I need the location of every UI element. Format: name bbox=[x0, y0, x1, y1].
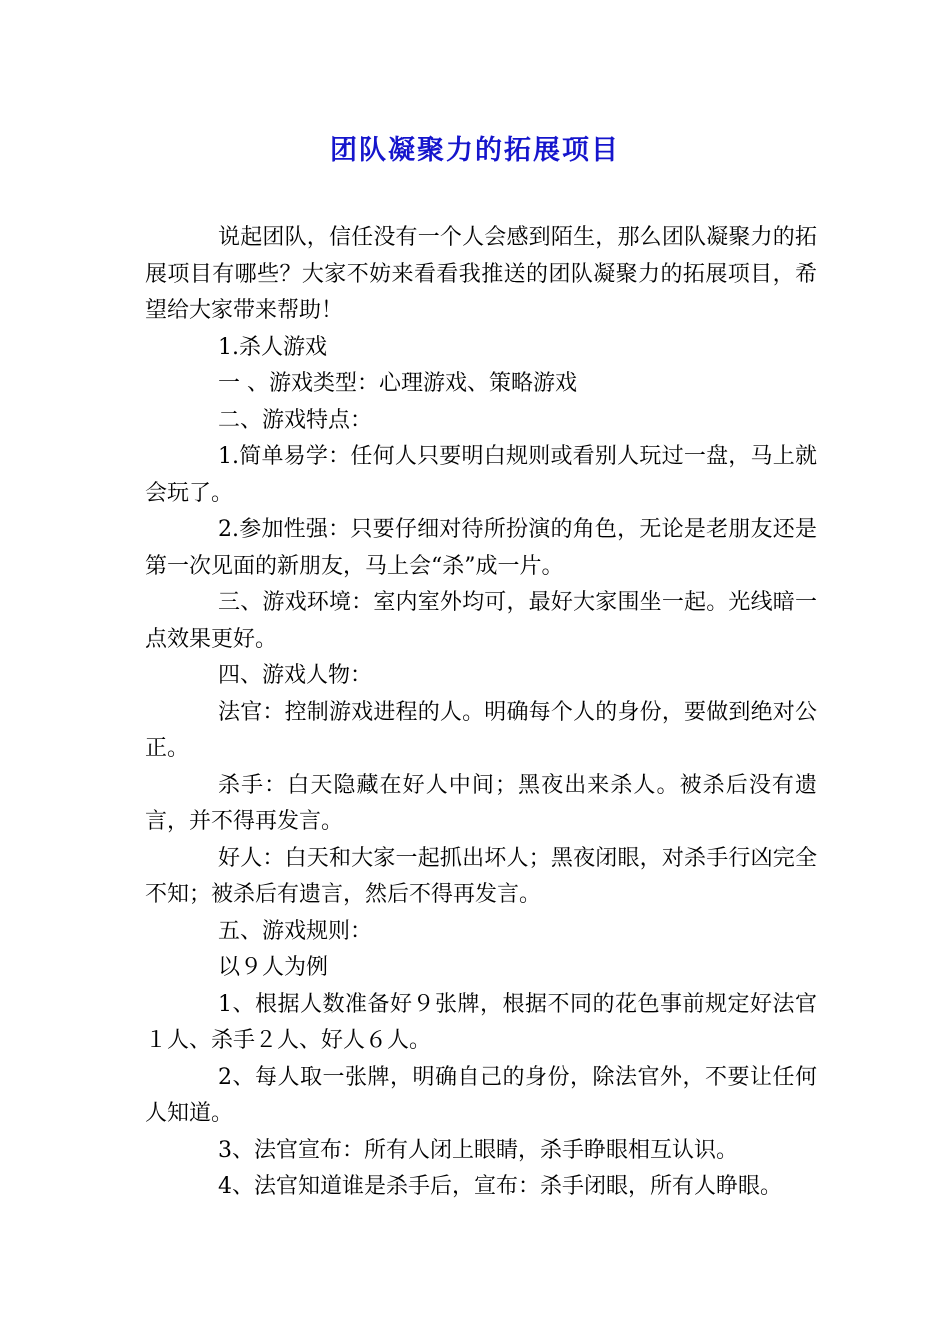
paragraph-intro: 说起团队，信任没有一个人会感到陌生，那么团队凝聚力的拓展项目有哪些？大家不妨来看看我推送的团队凝聚力的拓展项目，希望给大家带来帮助！ bbox=[145, 225, 817, 323]
paragraph-rule-1: 1、根据人数准备好９张牌，根据不同的花色事前规定好法官１人、杀手２人、好人６人。 bbox=[145, 991, 817, 1053]
paragraph-environment: 三、游戏环境：室内室外均可，最好大家围坐一起。光线暗一点效果更好。 bbox=[145, 590, 817, 652]
paragraph-rules-heading: 五、游戏规则： bbox=[218, 918, 373, 944]
paragraph-feature-easy: 1.简单易学：任何人只要明白规则或看别人玩过一盘，马上就会玩了。 bbox=[145, 444, 817, 506]
paragraph-features-heading: 二、游戏特点： bbox=[218, 407, 373, 433]
paragraph-rule-4: 4、法官知道谁是杀手后，宣布：杀手闭眼，所有人睁眼。 bbox=[218, 1174, 782, 1199]
paragraph-judge: 法官：控制游戏进程的人。明确每个人的身份，要做到绝对公正。 bbox=[145, 699, 817, 761]
paragraph-rule-2: 2、每人取一张牌，明确自己的身份，除法官外，不要让任何人知道。 bbox=[145, 1064, 817, 1126]
paragraph-rule-3: 3、法官宣布：所有人闭上眼睛，杀手睁眼相互认识。 bbox=[218, 1137, 738, 1163]
document-body bbox=[145, 220, 817, 1206]
paragraph-feature-participation: 2.参加性强：只要仔细对待所扮演的角色，无论是老朋友还是第一次见面的新朋友，马上会“杀”成一片。 bbox=[145, 517, 817, 579]
paragraph-example: 以９人为例 bbox=[218, 955, 329, 980]
paragraph-killer: 杀手：白天隐藏在好人中间；黑夜出来杀人。被杀后没有遗言，并不得再发言。 bbox=[145, 772, 817, 834]
paragraph-characters-heading: 四、游戏人物： bbox=[218, 663, 373, 688]
paragraph-game-type: 一 、游戏类型：心理游戏、策略游戏 bbox=[218, 371, 577, 396]
document-title: 团队凝聚力的拓展项目 bbox=[330, 135, 620, 166]
paragraph-section-heading: 1.杀人游戏 bbox=[218, 334, 327, 360]
paragraph-good-person: 好人：白天和大家一起抓出坏人；黑夜闭眼，对杀手行凶完全不知；被杀后有遗言，然后不得再发言。 bbox=[145, 845, 817, 907]
